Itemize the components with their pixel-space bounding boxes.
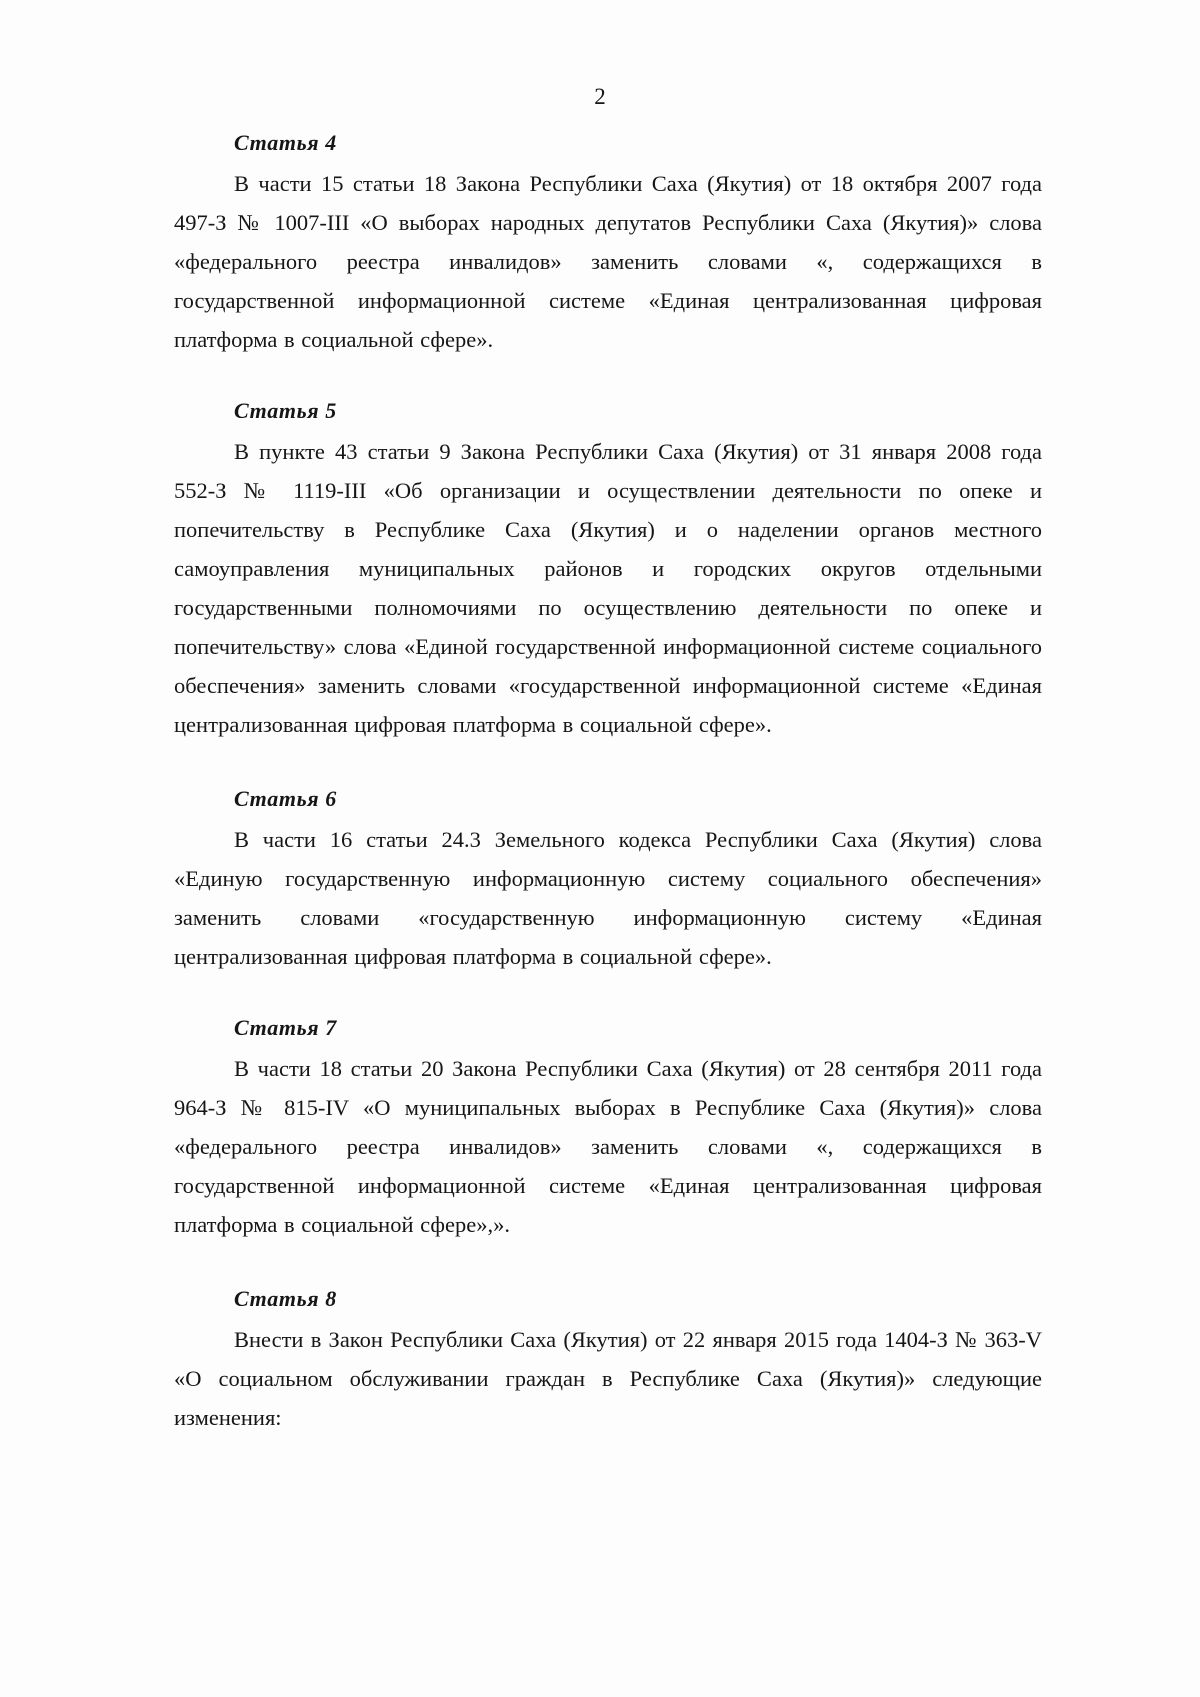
article-heading: Статья 5 [234,398,337,423]
article-8 [174,1284,1042,1437]
article-7 [174,1013,1042,1244]
article-heading: Статья 8 [234,1286,337,1311]
article-text: Внести в Закон Республики Саха (Якутия) от 22 января 2015 года 1404-З № 363-V «О социальном обслуживании граждан в Республике Саха (Якутия)» следующие изменения: [174,1327,1042,1430]
page-number: 2 [594,84,606,109]
article-text: В части 15 статьи 18 Закона Республики Саха (Якутия) от 18 октября 2007 года 497-З № 1007-III «О выборах народных депутатов Республики Саха (Якутия)» слова «федерального реестра инвалидов» заменить словами «, содержащихся в государственной информационной системе «Единая централизованная цифровая платформа в социальной сфере». [174,171,1042,352]
article-text: В части 16 статьи 24.3 Земельного кодекса Республики Саха (Якутия) слова «Единую государственную информационную систему социального обеспечения» заменить словами «государственную информационную систему «Единая централизованная цифровая платформа в социальной сфере». [174,827,1042,969]
article-heading: Статья 4 [234,130,337,155]
article-4 [174,128,1042,359]
article-text: В части 18 статьи 20 Закона Республики Саха (Якутия) от 28 сентября 2011 года 964-З № 815-IV «О муниципальных выборах в Республике Саха (Якутия)» слова «федерального реестра инвалидов» заменить словами «, содержащихся в государственной информационной системе «Единая централизованная цифровая платформа в социальной сфере»,». [174,1056,1042,1237]
article-heading: Статья 6 [234,786,337,811]
article-heading: Статья 7 [234,1015,337,1040]
article-text: В пункте 43 статьи 9 Закона Республики Саха (Якутия) от 31 января 2008 года 552-З № 1119-III «Об организации и осуществлении деятельности по опеке и попечительству в Республике Саха (Якутия) и о наделении органов местного самоуправления муниципальных районов и городских округов отдельными государственными полномочиями по осуществлению деятельности по опеке и попечительству» слова «Единой государственной информационной системе социального обеспечения» заменить словами «государственной информационной системе «Единая централизованная цифровая платформа в социальной сфере». [174,439,1042,737]
article-6 [174,784,1042,976]
article-5 [174,396,1042,744]
